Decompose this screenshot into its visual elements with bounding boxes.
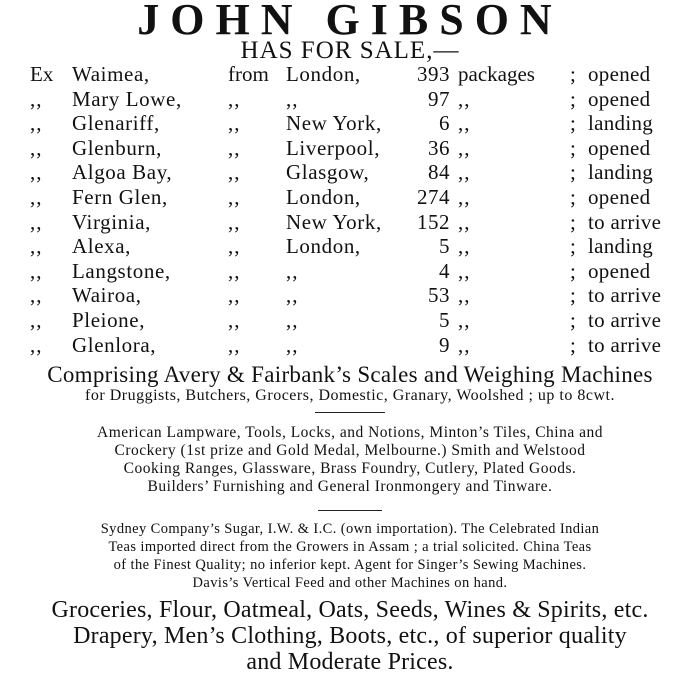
separator: ; (570, 308, 576, 332)
separator: ; (570, 86, 576, 111)
from-word: ,, (228, 332, 241, 357)
from-word: ,, (228, 135, 241, 160)
shipment-status: landing (588, 160, 654, 185)
separator: ; (570, 234, 576, 259)
package-unit: ,, (458, 332, 471, 357)
row-prefix: ,, (30, 283, 43, 308)
package-count: 152 (417, 209, 450, 234)
groceries-line: Drapery, Men’s Clothing, Boots, etc., of superior quality (73, 623, 627, 649)
port-of-origin: ,, (286, 332, 299, 357)
separator: ; (570, 209, 576, 234)
from-word: ,, (228, 308, 241, 332)
ship-name: Glenlora, (72, 332, 157, 357)
shipment-row (0, 87, 700, 112)
separator: ; (570, 332, 576, 357)
divider-2 (318, 510, 382, 511)
package-unit: ,, (458, 135, 471, 160)
port-of-origin: New York, (286, 111, 382, 136)
advertiser-name: JOHN GIBSON (137, 0, 563, 44)
ship-name: Waimea, (72, 62, 150, 86)
ship-name: Mary Lowe, (72, 86, 182, 111)
port-of-origin: New York, (286, 209, 382, 234)
package-unit: ,, (458, 160, 471, 185)
separator: ; (570, 62, 576, 86)
from-word: from (228, 62, 269, 86)
port-of-origin: ,, (286, 308, 299, 332)
separator: ; (570, 283, 576, 308)
row-prefix: ,, (30, 111, 43, 136)
ship-name: Virginia, (72, 209, 151, 234)
shipment-row (0, 308, 700, 333)
groceries-line: and Moderate Prices. (246, 649, 454, 675)
from-word: ,, (228, 160, 241, 185)
shipment-status: to arrive (588, 308, 662, 332)
package-count: 84 (428, 160, 450, 185)
row-prefix: ,, (30, 86, 43, 111)
scales-heading: Comprising Avery & Fairbank’s Scales and Weighing Machines (47, 362, 653, 387)
from-word: ,, (228, 111, 241, 136)
teas-line: of the Finest Quality; no inferior kept. Agent for Singer’s Sewing Machines. (113, 557, 587, 573)
row-prefix: ,, (30, 258, 43, 283)
ship-name: Alexa, (72, 234, 131, 259)
ship-name: Glenariff, (72, 111, 160, 136)
separator: ; (570, 135, 576, 160)
row-prefix: ,, (30, 160, 43, 185)
package-count: 5 (439, 234, 450, 259)
ship-name: Pleione, (72, 308, 146, 332)
row-prefix: ,, (30, 185, 43, 209)
advert-subtitle: HAS FOR SALE,— (240, 37, 460, 64)
port-of-origin: London, (286, 234, 361, 259)
row-prefix: ,, (30, 234, 43, 259)
shipment-row (0, 62, 700, 87)
package-count: 4 (439, 258, 450, 283)
package-unit: ,, (458, 258, 471, 283)
package-unit: packages (458, 62, 535, 86)
ship-name: Wairoa, (72, 283, 142, 308)
hardware-line: Cooking Ranges, Glassware, Brass Foundry, Cutlery, Plated Goods. (123, 460, 577, 477)
shipment-row (0, 136, 700, 161)
hardware-line: Crockery (1st prize and Gold Medal, Melbourne.) Smith and Welstood (114, 442, 586, 459)
row-prefix: ,, (30, 135, 43, 160)
shipment-row (0, 333, 700, 358)
separator: ; (570, 111, 576, 136)
package-unit: ,, (458, 234, 471, 259)
ship-name: Algoa Bay, (72, 160, 173, 185)
shipment-row (0, 234, 700, 259)
port-of-origin: ,, (286, 258, 299, 283)
separator: ; (570, 185, 576, 209)
shipment-row (0, 259, 700, 284)
port-of-origin: ,, (286, 283, 299, 308)
port-of-origin: Liverpool, (286, 135, 381, 160)
port-of-origin: London, (286, 62, 361, 86)
scales-subline: for Druggists, Butchers, Grocers, Domestic, Granary, Woolshed ; up to 8cwt. (85, 387, 615, 404)
divider-1 (315, 412, 385, 413)
shipment-status: opened (588, 86, 651, 111)
row-prefix: Ex (30, 62, 54, 86)
shipment-status: to arrive (588, 332, 662, 357)
package-count: 6 (439, 111, 450, 136)
shipment-row (0, 160, 700, 185)
shipment-status: landing (588, 234, 654, 259)
hardware-paragraph (0, 424, 700, 496)
package-unit: ,, (458, 86, 471, 111)
from-word: ,, (228, 209, 241, 234)
from-word: ,, (228, 283, 241, 308)
ship-name: Langstone, (72, 258, 171, 283)
shipment-status: opened (588, 258, 651, 283)
shipment-status: opened (588, 185, 651, 209)
shipment-status: opened (588, 62, 651, 86)
shipment-row (0, 283, 700, 308)
package-unit: ,, (458, 209, 471, 234)
teas-line: Sydney Company’s Sugar, I.W. & I.C. (own importation). The Celebrated Indian (100, 521, 600, 537)
package-count: 36 (428, 135, 450, 160)
teas-line: Davis’s Vertical Feed and other Machines on hand. (192, 575, 508, 591)
row-prefix: ,, (30, 308, 43, 332)
separator: ; (570, 258, 576, 283)
from-word: ,, (228, 86, 241, 111)
teas-paragraph (0, 520, 700, 592)
package-count: 5 (439, 308, 450, 332)
package-count: 53 (428, 283, 450, 308)
package-count: 274 (417, 185, 450, 209)
from-word: ,, (228, 258, 241, 283)
from-word: ,, (228, 185, 241, 209)
shipment-status: landing (588, 111, 654, 136)
shipment-status: opened (588, 135, 651, 160)
separator: ; (570, 160, 576, 185)
package-count: 9 (439, 332, 450, 357)
port-of-origin: ,, (286, 86, 299, 111)
shipment-row (0, 210, 700, 235)
package-unit: ,, (458, 283, 471, 308)
shipment-row (0, 185, 700, 210)
package-unit: ,, (458, 111, 471, 136)
port-of-origin: Glasgow, (286, 160, 370, 185)
teas-line: Teas imported direct from the Growers in Assam ; a trial solicited. China Teas (108, 539, 592, 555)
package-unit: ,, (458, 308, 471, 332)
hardware-line: American Lampware, Tools, Locks, and Notions, Minton’s Tiles, China and (97, 424, 603, 441)
package-count: 97 (428, 86, 450, 111)
hardware-line: Builders’ Furnishing and General Ironmongery and Tinware. (147, 478, 553, 495)
port-of-origin: London, (286, 185, 361, 209)
shipment-row (0, 111, 700, 136)
from-word: ,, (228, 234, 241, 259)
groceries-paragraph (0, 597, 700, 675)
shipment-status: to arrive (588, 283, 662, 308)
groceries-line: Groceries, Flour, Oatmeal, Oats, Seeds, Wines & Spirits, etc. (51, 597, 649, 623)
ship-name: Glenburn, (72, 135, 162, 160)
package-count: 393 (417, 62, 450, 86)
row-prefix: ,, (30, 332, 43, 357)
ship-name: Fern Glen, (72, 185, 168, 209)
package-unit: ,, (458, 185, 471, 209)
row-prefix: ,, (30, 209, 43, 234)
shipment-status: to arrive (588, 209, 662, 234)
